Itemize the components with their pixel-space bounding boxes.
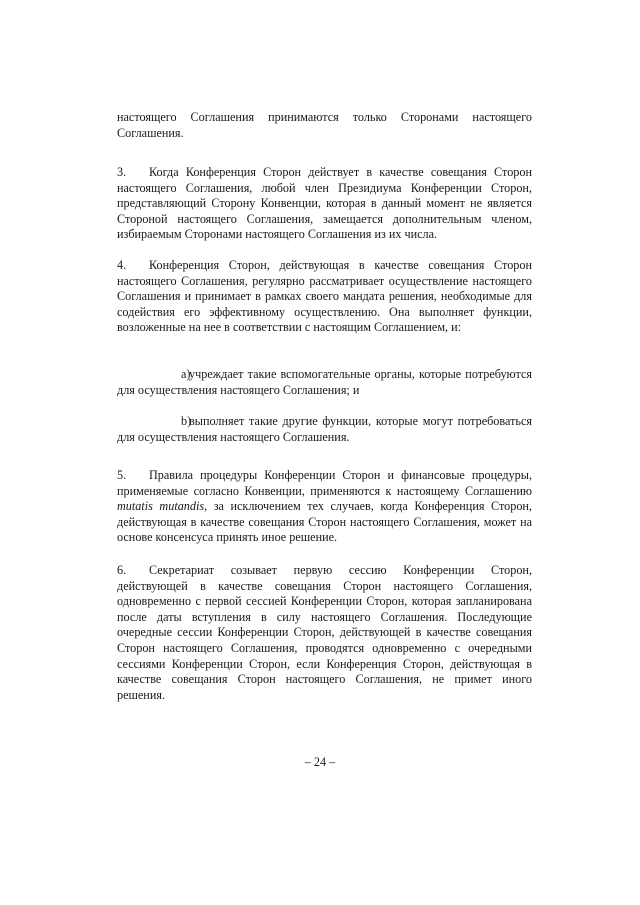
paragraph-4b-text: выполняет такие другие функции, которые могут потребоваться для осуществления настоящего Соглашения. [117, 414, 532, 444]
paragraph-4a-letter: a) [181, 367, 191, 381]
paragraph-continuation [117, 110, 532, 141]
paragraph-6 [117, 563, 532, 703]
paragraph-3-number: 3. [117, 165, 127, 179]
continuation-text: настоящего Соглашения принимаются только Сторонами настоящего Соглашения. [117, 110, 532, 140]
paragraph-4a [117, 367, 532, 398]
paragraph-4b-letter: b) [181, 414, 192, 428]
paragraph-6-text: Секретариат созывает первую сессию Конференции Сторон, действующей в качестве совещания Сторон настоящего Соглашения, одновременно с первой сессией Конференции Сторон, которая запланирована после даты вступления в силу настоящего Соглашения. Последующие очередные сессии Конференции Сторон, действующей в качестве совещания Сторон настоящего Соглашения, проводятся одновременно с очередными сессиями Конференции Сторон, если Конференция Сторон, действующая в качестве совещания Сторон настоящего Соглашения, не примет иного решения. [117, 563, 532, 702]
paragraph-4 [117, 258, 532, 336]
paragraph-4-text: Конференция Сторон, действующая в качестве совещания Сторон настоящего Соглашения, регулярно рассматривает осуществление настоящего Соглашения и принимает в рамках своего мандата решения, необходимые для содействия его эффективному осуществлению. Она выполняет функции, возложенные на нее в соответствии с настоящим Соглашением, и: [117, 258, 532, 335]
paragraph-5-text-before: Правила процедуры Конференции Сторон и финансовые процедуры, применяемые согласно Конвенции, применяются к настоящему Соглашению [117, 468, 532, 498]
paragraph-4-number: 4. [117, 258, 127, 272]
page-number: – 24 – [304, 755, 336, 769]
paragraph-5-italic-phrase: mutatis mutandis [117, 499, 205, 514]
paragraph-6-number: 6. [117, 563, 127, 577]
paragraph-4b [117, 414, 532, 445]
paragraph-5-text-after: , за исключением тех случаев, когда Конференция Сторон, действующая в качестве совещания Сторон настоящего Соглашения, может на основе консенсуса принять иное решение. [117, 499, 532, 545]
paragraph-4a-text: учреждает такие вспомогательные органы, которые потребуются для осуществления настоящего Соглашения; и [117, 367, 532, 397]
paragraph-5-number: 5. [117, 468, 127, 482]
paragraph-3-text: Когда Конференция Сторон действует в качестве совещания Сторон настоящего Соглашения, любой член Президиума Конференции Сторон, представляющий Сторону Конвенции, которая в данный момент не является Стороной настоящего Соглашения, замещается дополнительным членом, избираемым Сторонами настоящего Соглашения из их числа. [117, 165, 532, 242]
paragraph-3 [117, 165, 532, 243]
paragraph-5 [117, 468, 532, 546]
